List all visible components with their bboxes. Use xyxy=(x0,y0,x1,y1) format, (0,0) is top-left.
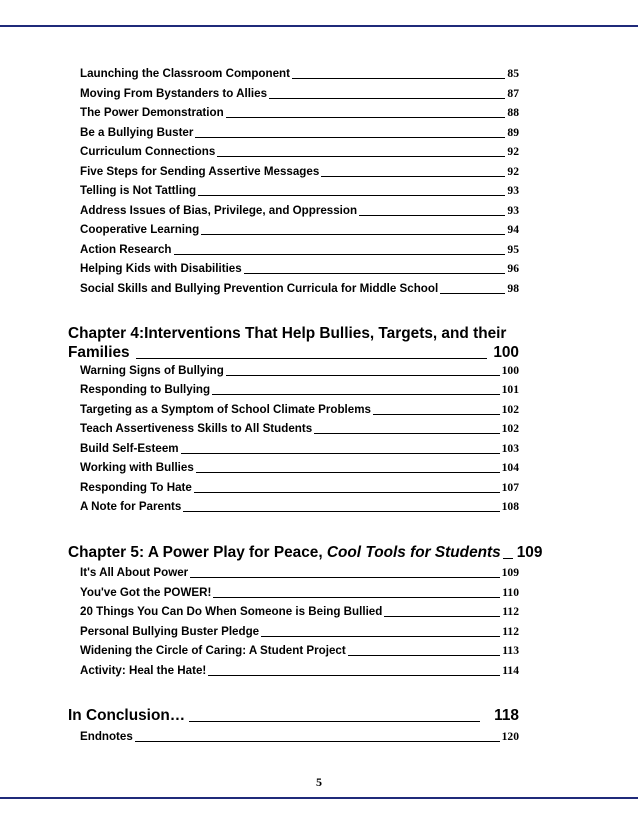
toc-entry[interactable] xyxy=(80,184,519,198)
top-border-rule xyxy=(0,25,638,27)
toc-entry-page: 113 xyxy=(502,644,519,657)
toc-entry[interactable] xyxy=(80,461,519,475)
toc-leader xyxy=(201,234,505,235)
toc-entry-page: 89 xyxy=(507,126,519,139)
toc-leader xyxy=(314,433,499,434)
toc-leader xyxy=(261,636,500,637)
toc-entry[interactable] xyxy=(80,383,519,397)
chapter-5-title xyxy=(68,543,501,562)
toc-entry-title: Address Issues of Bias, Privilege, and Oppression xyxy=(80,204,358,217)
toc-leader xyxy=(226,117,506,118)
toc-entry-title: Be a Bullying Buster xyxy=(80,126,194,139)
toc-entry[interactable] xyxy=(80,664,519,678)
toc-entry[interactable] xyxy=(80,625,519,639)
toc-entry-page: 109 xyxy=(501,566,519,579)
toc-entry-page: 85 xyxy=(507,67,519,80)
toc-entry-page: 104 xyxy=(501,461,519,474)
toc-entry[interactable] xyxy=(80,106,519,120)
toc-entry-page: 98 xyxy=(507,282,519,295)
toc-entry-title: Cooperative Learning xyxy=(80,223,200,236)
toc-leader xyxy=(503,558,513,559)
toc-entry[interactable] xyxy=(80,204,519,218)
chapter-5-title-italic: Cool Tools for Students xyxy=(326,544,501,561)
toc-entry[interactable] xyxy=(80,126,519,140)
toc-leader xyxy=(213,597,500,598)
toc-leader xyxy=(440,293,505,294)
toc-entry-page: 100 xyxy=(501,364,519,377)
toc-leader xyxy=(384,616,500,617)
toc-entry-page: 93 xyxy=(507,204,519,217)
toc-entry[interactable] xyxy=(80,481,519,495)
toc-entry-page: 112 xyxy=(502,625,519,638)
toc-entry-page: 103 xyxy=(501,442,519,455)
toc-leader xyxy=(194,492,500,493)
toc-entry[interactable] xyxy=(80,165,519,179)
toc-entry-title: The Power Demonstration xyxy=(80,106,224,119)
toc-entry-title: Launching the Classroom Component xyxy=(80,67,290,80)
toc-leader xyxy=(269,98,505,99)
toc-entry-title: It's All About Power xyxy=(80,566,189,579)
conclusion-page: 118 xyxy=(494,707,519,724)
toc-entry-title: Warning Signs of Bullying xyxy=(80,364,224,377)
toc-leader xyxy=(321,176,505,177)
toc-leader xyxy=(359,215,505,216)
toc-leader xyxy=(208,675,500,676)
toc-entry-page: 114 xyxy=(502,664,519,677)
toc-entry-title: Targeting as a Symptom of School Climate Problems xyxy=(80,403,371,416)
toc-entry-title: You've Got the POWER! xyxy=(80,586,212,599)
toc-entry[interactable] xyxy=(80,87,519,101)
toc-entry-title: Teach Assertiveness Skills to All Students xyxy=(80,422,313,435)
toc-leader xyxy=(373,414,500,415)
toc-entry[interactable] xyxy=(80,644,519,658)
toc-entry-page: 95 xyxy=(507,243,519,256)
toc-leader xyxy=(217,156,505,157)
toc-entry-title: Working with Bullies xyxy=(80,461,194,474)
conclusion-title: In Conclusion… xyxy=(68,707,186,724)
toc-entry[interactable] xyxy=(80,67,519,81)
toc-entry[interactable] xyxy=(80,262,519,276)
chapter-5-heading[interactable] xyxy=(68,543,543,562)
toc-entry-title: Five Steps for Sending Assertive Messages xyxy=(80,165,320,178)
chapter-5-title-prefix: Chapter 5: A Power Play for Peace, xyxy=(68,544,327,561)
toc-entry[interactable] xyxy=(80,605,519,619)
chapter-4-title-line2: Families xyxy=(68,344,130,361)
toc-entry-page: 110 xyxy=(502,586,519,599)
page-number: 5 xyxy=(316,775,322,789)
toc-entry-title: Build Self-Esteem xyxy=(80,442,179,455)
toc-entry-title: Telling is Not Tattling xyxy=(80,184,197,197)
toc-entry-title: Social Skills and Bullying Prevention Curricula for Middle School xyxy=(80,282,439,295)
toc-entry[interactable] xyxy=(80,223,519,237)
chapter-4-heading[interactable] xyxy=(68,324,519,362)
toc-leader xyxy=(226,375,500,376)
toc-leader xyxy=(212,394,500,395)
toc-entry-title: 20 Things You Can Do When Someone is Being Bullied xyxy=(80,605,383,618)
chapter-5-page: 109 xyxy=(516,544,543,561)
toc-leader xyxy=(244,273,506,274)
toc-entry-title: Curriculum Connections xyxy=(80,145,216,158)
toc-leader xyxy=(135,741,500,742)
toc-leader xyxy=(136,358,488,359)
toc-entry[interactable] xyxy=(80,364,519,378)
toc-leader xyxy=(190,577,499,578)
toc-entry-page: 120 xyxy=(501,730,519,743)
conclusion-heading[interactable] xyxy=(68,706,519,725)
toc-entry-page: 92 xyxy=(507,165,519,178)
toc-entry-title: Action Research xyxy=(80,243,172,256)
toc-leader xyxy=(174,254,506,255)
toc-entry[interactable] xyxy=(80,566,519,580)
chapter-4-title-line1: Chapter 4:Interventions That Help Bullies, Targets, and their xyxy=(68,325,507,342)
toc-entry[interactable] xyxy=(80,730,519,744)
toc-leader xyxy=(292,78,505,79)
toc-entry-page: 108 xyxy=(501,500,519,513)
toc-entry[interactable] xyxy=(80,243,519,257)
toc-entry-title: Helping Kids with Disabilities xyxy=(80,262,242,275)
toc-entry-page: 92 xyxy=(507,145,519,158)
toc-entry-page: 102 xyxy=(501,403,519,416)
toc-entry-page: 88 xyxy=(507,106,519,119)
toc-entry[interactable] xyxy=(80,403,519,417)
toc-entry-page: 107 xyxy=(501,481,519,494)
toc-entry-page: 101 xyxy=(501,383,519,396)
toc-entry-title: Responding To Hate xyxy=(80,481,192,494)
toc-entry-title: Endnotes xyxy=(80,730,133,743)
chapter-4-page: 100 xyxy=(493,344,519,361)
toc-entry-page: 93 xyxy=(507,184,519,197)
toc-entry[interactable] xyxy=(80,145,519,159)
toc-leader xyxy=(348,655,501,656)
toc-leader xyxy=(189,721,480,722)
toc-entry[interactable] xyxy=(80,500,519,514)
toc-entry[interactable] xyxy=(80,586,519,600)
toc-entry-page: 102 xyxy=(501,422,519,435)
toc-entry-title: Activity: Heal the Hate! xyxy=(80,664,207,677)
toc-entry-page: 96 xyxy=(507,262,519,275)
toc-entry-page: 94 xyxy=(507,223,519,236)
toc-entry-title: Personal Bullying Buster Pledge xyxy=(80,625,260,638)
toc-entry-title: Widening the Circle of Caring: A Student Project xyxy=(80,644,346,657)
toc-leader xyxy=(181,453,500,454)
toc-entry-page: 112 xyxy=(502,605,519,618)
toc-entry[interactable] xyxy=(80,422,519,436)
toc-leader xyxy=(183,511,499,512)
toc-leader xyxy=(195,137,505,138)
toc-entry-title: Responding to Bullying xyxy=(80,383,211,396)
toc-entry-title: A Note for Parents xyxy=(80,500,182,513)
bottom-border-rule xyxy=(0,797,638,799)
toc-entry[interactable] xyxy=(80,282,519,296)
toc-leader xyxy=(196,472,500,473)
toc-leader xyxy=(198,195,505,196)
toc-entry-title: Moving From Bystanders to Allies xyxy=(80,87,268,100)
toc-entry-page: 87 xyxy=(507,87,519,100)
toc-entry[interactable] xyxy=(80,442,519,456)
